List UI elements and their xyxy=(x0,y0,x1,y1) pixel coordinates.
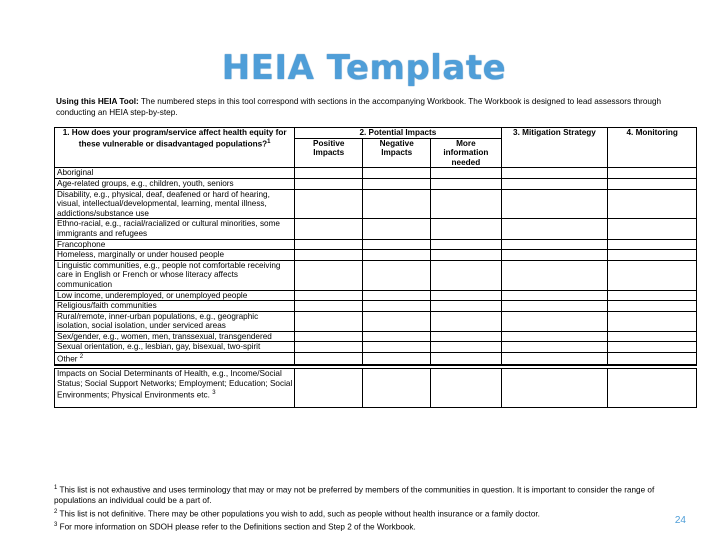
cell-positive[interactable] xyxy=(295,311,363,331)
footnotes xyxy=(54,483,694,533)
cell-positive[interactable] xyxy=(295,342,363,353)
cell-monitoring[interactable] xyxy=(608,290,697,301)
footnote-1: $^1$ This list is not exhaustive and uses terminology that may or may not be preferred by members of the communities in question. It is important to consider the range of populations an individual could be a part of. xyxy=(54,485,655,506)
row-label: Sex/gender, e.g., women, men, transsexual, transgendered xyxy=(55,331,295,342)
row-label: Age-related groups, e.g., children, youth, seniors xyxy=(55,178,295,189)
cell-negative[interactable] xyxy=(363,239,431,250)
cell-positive[interactable] xyxy=(295,178,363,189)
table-row xyxy=(55,168,697,179)
cell-more-info[interactable] xyxy=(431,260,501,290)
header-mitigation: 3. Mitigation Strategy xyxy=(501,128,608,168)
table-row xyxy=(55,290,697,301)
cell-more-info[interactable] xyxy=(431,301,501,312)
footnote-2: $^2$ This list is not definitive. There may be other populations you wish to add, such as people without health insurance or a family doctor. xyxy=(54,508,540,519)
cell-negative[interactable] xyxy=(363,369,431,408)
row-label: Linguistic communities, e.g., people not comfortable receiving care in English or French or whose literacy affects communication xyxy=(55,260,295,290)
cell-mitigation[interactable] xyxy=(501,331,608,342)
cell-mitigation[interactable] xyxy=(501,239,608,250)
cell-more-info[interactable] xyxy=(431,369,501,408)
cell-mitigation[interactable] xyxy=(501,342,608,353)
cell-more-info[interactable] xyxy=(431,219,501,239)
row-label: Homeless, marginally or under housed people xyxy=(55,250,295,261)
heia-table xyxy=(54,127,697,408)
cell-monitoring[interactable] xyxy=(608,250,697,261)
cell-monitoring[interactable] xyxy=(608,260,697,290)
cell-more-info[interactable] xyxy=(431,239,501,250)
cell-more-info[interactable] xyxy=(431,290,501,301)
cell-negative[interactable] xyxy=(363,331,431,342)
cell-mitigation[interactable] xyxy=(501,250,608,261)
cell-negative[interactable] xyxy=(363,178,431,189)
cell-more-info[interactable] xyxy=(431,189,501,219)
cell-positive[interactable] xyxy=(295,168,363,179)
table-row-sdoh xyxy=(55,369,697,408)
header-question: 1. How does your program/service affect health equity for these vulnerable or disadvantaged populations?$^1$ xyxy=(55,128,295,168)
table-row xyxy=(55,178,697,189)
row-label: Francophone xyxy=(55,239,295,250)
header-monitoring: 4. Monitoring xyxy=(608,128,697,168)
row-label: Rural/remote, inner-urban populations, e.g., geographic isolation, social isolation, under serviced areas xyxy=(55,311,295,331)
table-row xyxy=(55,331,697,342)
cell-more-info[interactable] xyxy=(431,250,501,261)
cell-mitigation[interactable] xyxy=(501,311,608,331)
cell-more-info[interactable] xyxy=(431,353,501,366)
cell-positive[interactable] xyxy=(295,219,363,239)
cell-more-info[interactable] xyxy=(431,178,501,189)
row-label: Low income, underemployed, or unemployed people xyxy=(55,290,295,301)
cell-negative[interactable] xyxy=(363,342,431,353)
cell-positive[interactable] xyxy=(295,290,363,301)
row-label: Aboriginal xyxy=(55,168,295,179)
intro-bold: Using this HEIA Tool: xyxy=(56,97,139,106)
cell-negative[interactable] xyxy=(363,301,431,312)
table-row xyxy=(55,250,697,261)
cell-negative[interactable] xyxy=(363,353,431,366)
row-label-other: Other $^2$ xyxy=(55,353,295,366)
header-negative: Negative Impacts xyxy=(363,138,431,168)
cell-monitoring[interactable] xyxy=(608,353,697,366)
cell-positive[interactable] xyxy=(295,331,363,342)
row-label-sdoh: Impacts on Social Determinants of Health, e.g., Income/Social Status; Social Support Networks; Employment; Education; Social Environments; Physical Environments etc. $^3$ xyxy=(55,369,295,408)
header-more-info: More information needed xyxy=(431,138,501,168)
cell-positive[interactable] xyxy=(295,189,363,219)
cell-positive[interactable] xyxy=(295,301,363,312)
cell-positive[interactable] xyxy=(295,353,363,366)
cell-mitigation[interactable] xyxy=(501,189,608,219)
slide-title: HEIA Template xyxy=(221,48,507,88)
page-number: 24 xyxy=(674,515,686,526)
cell-more-info[interactable] xyxy=(431,168,501,179)
table-row xyxy=(55,239,697,250)
cell-mitigation[interactable] xyxy=(501,219,608,239)
cell-positive[interactable] xyxy=(295,260,363,290)
cell-monitoring[interactable] xyxy=(608,189,697,219)
cell-positive[interactable] xyxy=(295,239,363,250)
cell-monitoring[interactable] xyxy=(608,301,697,312)
intro-text xyxy=(56,97,696,118)
cell-monitoring[interactable] xyxy=(608,331,697,342)
table-row xyxy=(55,260,697,290)
cell-mitigation[interactable] xyxy=(501,301,608,312)
cell-mitigation[interactable] xyxy=(501,178,608,189)
cell-negative[interactable] xyxy=(363,290,431,301)
cell-monitoring[interactable] xyxy=(608,178,697,189)
cell-negative[interactable] xyxy=(363,189,431,219)
row-label: Religious/faith communities xyxy=(55,301,295,312)
cell-monitoring[interactable] xyxy=(608,342,697,353)
cell-mitigation[interactable] xyxy=(501,168,608,179)
cell-positive[interactable] xyxy=(295,369,363,408)
cell-monitoring[interactable] xyxy=(608,239,697,250)
table-row xyxy=(55,311,697,331)
cell-mitigation[interactable] xyxy=(501,260,608,290)
table-row xyxy=(55,342,697,353)
header-positive: Positive Impacts xyxy=(295,138,363,168)
header-potential-impacts: 2. Potential Impacts xyxy=(295,128,501,139)
cell-negative[interactable] xyxy=(363,250,431,261)
cell-negative[interactable] xyxy=(363,168,431,179)
row-label: Sexual orientation, e.g., lesbian, gay, bisexual, two-spirit xyxy=(55,342,295,353)
cell-monitoring[interactable] xyxy=(608,369,697,408)
cell-negative[interactable] xyxy=(363,311,431,331)
cell-monitoring[interactable] xyxy=(608,168,697,179)
cell-monitoring[interactable] xyxy=(608,311,697,331)
table-row xyxy=(55,301,697,312)
row-label: Disability, e.g., physical, deaf, deafened or hard of hearing, visual, intellectual/developmental, learning, mental illness, addictions/substance use xyxy=(55,189,295,219)
table-row-other xyxy=(55,353,697,366)
cell-more-info[interactable] xyxy=(431,331,501,342)
population-rows xyxy=(55,168,697,353)
cell-more-info[interactable] xyxy=(431,311,501,331)
cell-more-info[interactable] xyxy=(431,342,501,353)
cell-monitoring[interactable] xyxy=(608,219,697,239)
intro-body: The numbered steps in this tool correspond with sections in the accompanying Workbook. The Workbook is designed to lead assessors through conducting an HEIA step-by-step. xyxy=(56,97,662,117)
cell-positive[interactable] xyxy=(295,250,363,261)
table-row xyxy=(55,189,697,219)
footnote-3: $^3$ For more information on SDOH please refer to the Definitions section and Step 2 of the Workbook. xyxy=(54,521,416,532)
cell-negative[interactable] xyxy=(363,260,431,290)
table-row xyxy=(55,219,697,239)
cell-mitigation[interactable] xyxy=(501,353,608,366)
cell-mitigation[interactable] xyxy=(501,290,608,301)
cell-mitigation[interactable] xyxy=(501,369,608,408)
cell-negative[interactable] xyxy=(363,219,431,239)
row-label: Ethno-racial, e.g., racial/racialized or cultural minorities, some immigrants and refugees xyxy=(55,219,295,239)
